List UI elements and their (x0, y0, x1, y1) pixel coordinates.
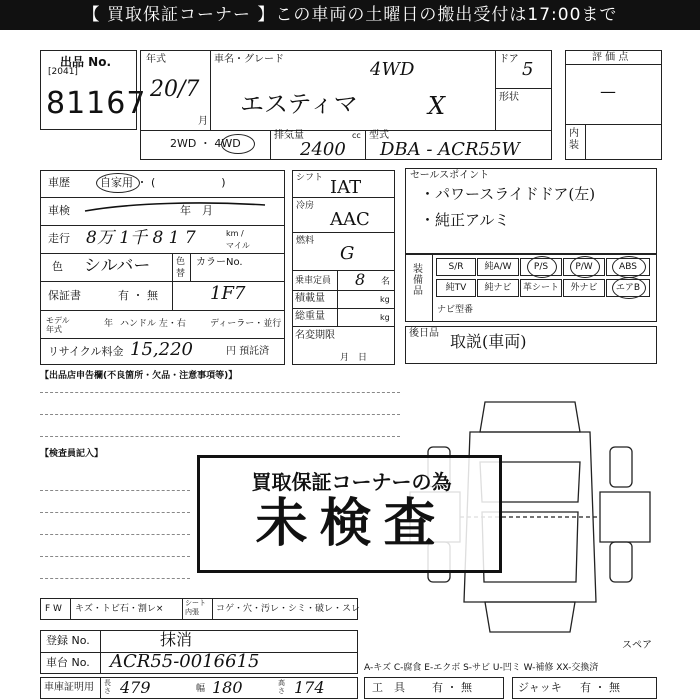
equipment-label: 装備品 (413, 264, 423, 297)
inspection-strikethrough (80, 195, 270, 220)
inspection-label: 車検 (48, 204, 70, 217)
name-change-label: 名変期限 (295, 330, 335, 341)
seat-text: コゲ・穴・汚レ・シミ・破レ・スレ (216, 604, 361, 614)
doors-value: 5 (522, 59, 534, 80)
model-label: 車名・グレード (214, 54, 284, 65)
warranty-label: 保証書 (48, 289, 81, 302)
equip-pw: P/W (563, 258, 605, 276)
jack-label: ジャッキ (518, 681, 562, 694)
sales-point-1: ・パワースライドドア(左) (420, 185, 596, 203)
recycle-label: リサイクル料金 (48, 345, 124, 358)
banner: 【 買取保証コーナー 】この車両の土曜日の搬出受付は17:00まで (0, 0, 700, 30)
registration-label: 登録 No. (46, 634, 90, 647)
stamp-line1: 買取保証コーナーの為 (251, 470, 452, 494)
color-repaint: 色替 (176, 257, 186, 279)
width-label: 幅 (196, 684, 206, 694)
lot-code: [2041] (48, 67, 78, 77)
registration-value: 抹消 (160, 630, 193, 649)
recycle-unit: 円 預託済 (226, 346, 270, 357)
drive-selected-circle (221, 134, 255, 154)
mileage-value: 8万 1千 8 1 7 (86, 228, 196, 248)
equip-tv: 純TV (436, 279, 476, 297)
height-label: 高さ (278, 679, 285, 695)
fw-text: キズ・トビ石・割レ× (75, 604, 164, 614)
history-label: 車歴 (48, 176, 70, 189)
year-value: 20/7 (150, 77, 200, 102)
equip-abs: ABS (606, 258, 650, 276)
accessories-box (405, 326, 657, 364)
equip-leather: 革シート (520, 279, 562, 297)
type-value: DBA - ACR55W (380, 139, 520, 160)
type-label: 型式 (369, 130, 389, 141)
equip-ext-navi: 外ナビ (563, 279, 605, 297)
length-label: 長さ (104, 679, 111, 695)
capacity-value: 8 (355, 270, 366, 289)
equip-airbag: エアB (606, 279, 650, 297)
drive-options: 2WD ・ 4WD (170, 137, 241, 150)
equip-ps-circle (527, 256, 557, 278)
mileage-label: 走行 (48, 232, 70, 245)
equip-ps: P/S (520, 258, 562, 276)
model-drive-note: 4WD (370, 59, 415, 80)
model-name: エスティマ (240, 90, 358, 118)
year-suffix: 月 (198, 116, 208, 127)
gross-label: 総重量 (295, 311, 325, 322)
model-grade: X (428, 92, 446, 120)
sales-point-2: ・純正アルミ (420, 211, 510, 229)
fuel-value: G (340, 243, 355, 264)
height-value: 174 (294, 678, 325, 697)
seat-label: シート内張 (185, 599, 206, 616)
fuel-label: 燃料 (296, 236, 315, 246)
score-label: 評 価 点 (592, 52, 629, 63)
model-year-label: モデル年式 (46, 316, 70, 334)
warranty-value: 有 ・ 無 (118, 289, 158, 302)
tools-label: 工 具 (372, 681, 405, 694)
color-no-label: カラーNo. (196, 257, 243, 268)
engine-value: 2400 (300, 139, 346, 160)
equip-airbag-circle (612, 277, 646, 299)
color-no-value: 1F7 (210, 283, 246, 304)
mileage-unit: km / マイル (226, 229, 250, 250)
shift-value: IAT (330, 177, 362, 198)
equip-sr: S/R (436, 258, 476, 276)
accessories-label: 後日品 (409, 328, 439, 339)
equip-abs-circle (612, 256, 646, 278)
seller-note: 【出品店申告欄(不良箇所・欠品・注意事項等)】 (40, 371, 238, 381)
load-unit: kg (380, 295, 390, 304)
sales-points-label: セールスポイント (410, 170, 490, 181)
chassis-label: 車台 No. (46, 656, 90, 669)
damage-legend: A-キズ C-腐食 E-エクボ S-サビ U-凹ミ W-補修 XX-交換済 (364, 663, 599, 673)
jack-value: 有 ・ 無 (580, 681, 620, 694)
inspection-value: 年 月 (180, 204, 213, 217)
interior-label: 内装 (569, 128, 579, 151)
model-year-col2: ハンドル 左・右 (120, 319, 186, 329)
spare-label: スペア (622, 640, 652, 651)
model-year-col1: 年 (104, 319, 114, 329)
score-value: — (600, 82, 616, 101)
color-value: シルバー (84, 256, 151, 276)
lot-number: 81167 (46, 86, 147, 121)
accessories-value: 取説(車両) (450, 332, 527, 351)
stamp-line2: 未検査 (255, 494, 448, 554)
shift-label: シフト (296, 173, 324, 183)
length-value: 479 (120, 678, 151, 697)
model-year-col3: ディーラー・並行 (210, 319, 282, 329)
width-value: 180 (212, 678, 243, 697)
lot-label: 出品 No. (60, 55, 112, 69)
engine-label: 排気量 (274, 130, 304, 141)
gross-unit: kg (380, 313, 390, 322)
history-circle (96, 173, 140, 193)
aircon-label: 冷房 (296, 201, 315, 211)
shape-label: 形状 (499, 92, 519, 103)
equip-navi: 純ナビ (477, 279, 519, 297)
doors-label: ドア (499, 54, 519, 65)
engine-unit: cc (352, 131, 361, 140)
history-value: 自家用 ・ ( ) (100, 176, 226, 189)
load-label: 積載量 (295, 293, 325, 304)
aircon-value: AAC (330, 209, 370, 230)
certificate-label: 車庫証明用 (44, 682, 94, 693)
year-label: 年式 (146, 54, 166, 65)
chassis-value: ACR55-0016615 (110, 651, 260, 672)
recycle-value: 15,220 (130, 339, 193, 360)
tools-value: 有 ・ 無 (432, 681, 472, 694)
navi-model-label: ナビ型番 (437, 305, 474, 315)
color-label: 色 (52, 260, 63, 273)
equip-aw: 純A/W (477, 258, 519, 276)
equip-pw-circle (570, 256, 600, 278)
capacity-unit: 名 (381, 277, 391, 287)
fw-label: F W (45, 604, 62, 614)
capacity-label: 乗車定員 (295, 276, 332, 286)
name-change-unit: 月 日 (340, 353, 368, 363)
inspector-note: 【検査員記入】 (40, 449, 104, 459)
